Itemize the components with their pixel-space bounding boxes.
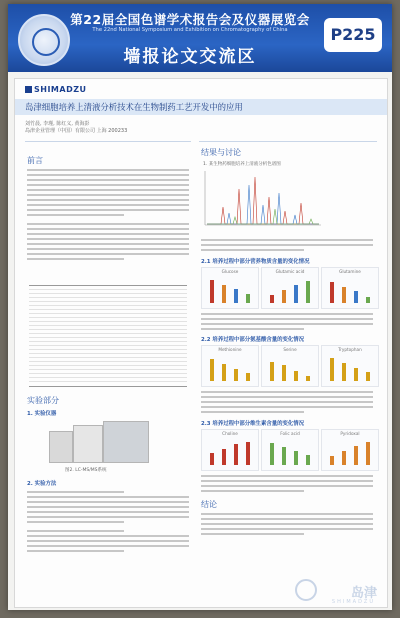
conference-header	[8, 4, 392, 72]
chart-folic-acid: Folic acid	[261, 429, 319, 471]
section-conclusion: 结论	[201, 500, 217, 509]
authors-block	[25, 121, 127, 135]
conclusion-text	[201, 513, 373, 538]
compound-table	[29, 285, 187, 387]
section-experiment: 实验部分	[27, 396, 59, 405]
conference-title-en: The 22nd National Symposium and Exhibition on Chromatography of China	[92, 27, 288, 33]
shimadzu-watermark-icon	[295, 579, 317, 601]
intro-text	[27, 169, 189, 263]
results-text-3	[201, 475, 373, 495]
results-text-1	[201, 313, 373, 333]
chart-pyridoxal: Pyridoxal	[321, 429, 379, 471]
brand-logo: SHIMADZU	[25, 85, 87, 94]
chromatogram-caption: 1. 某生物药细胞培养上清液分析色谱图	[203, 162, 281, 167]
conference-title: 第22届全国色谱学术报告会及仪器展览会	[70, 12, 310, 27]
watermark-zh: 岛津	[350, 586, 377, 601]
method-text	[27, 491, 189, 555]
method-heading: 2. 实验方法	[27, 481, 57, 487]
chart-serine: Serine	[261, 345, 319, 387]
section-intro: 前言	[27, 156, 43, 165]
board-id: P225	[324, 18, 382, 52]
shimadzu-icon	[25, 86, 32, 93]
lcms-instrument-image	[49, 421, 149, 463]
watermark-en: SHIMADZU	[331, 599, 375, 605]
chromatogram-figure	[203, 167, 323, 229]
poster	[8, 4, 392, 610]
results-heading-3: 2.3 培养过程中部分维生素含量的变化情况	[201, 421, 305, 427]
results-intro-text	[201, 239, 373, 254]
chart-glutamine: Glutamine	[321, 267, 379, 309]
affiliation: 岛津企业管理（中国）有限公司 上海 200233	[25, 128, 128, 134]
section-results: 结果与讨论	[201, 148, 241, 157]
results-text-2	[201, 391, 373, 416]
results-heading-2: 2.2 培养过程中部分氨基酸含量的变化情况	[201, 337, 305, 343]
chart-methionine: Methionine	[201, 345, 259, 387]
conference-logo	[18, 14, 70, 66]
chart-tryptophan: Tryptophan	[321, 345, 379, 387]
results-heading-1: 2.1 培养过程中部分营养物质含量的变化情况	[201, 259, 310, 265]
paper-sheet	[14, 78, 388, 608]
chart-choline: Choline	[201, 429, 259, 471]
chart-glutamic-acid: Glutamic acid	[261, 267, 319, 309]
wall-title: 墙报论文交流区	[123, 47, 257, 67]
paper-title: 岛津细胞培养上清液分析技术在生物制药工艺开发中的应用	[25, 102, 243, 112]
chart-glucose: Glucose	[201, 267, 259, 309]
instrument-heading: 1. 实验仪器	[27, 411, 57, 417]
system-caption: 图2. LC-MS/MS系统	[65, 468, 107, 473]
authors: 刘竹晨, 李瑾, 陈红义, 黄海彭	[25, 121, 90, 127]
